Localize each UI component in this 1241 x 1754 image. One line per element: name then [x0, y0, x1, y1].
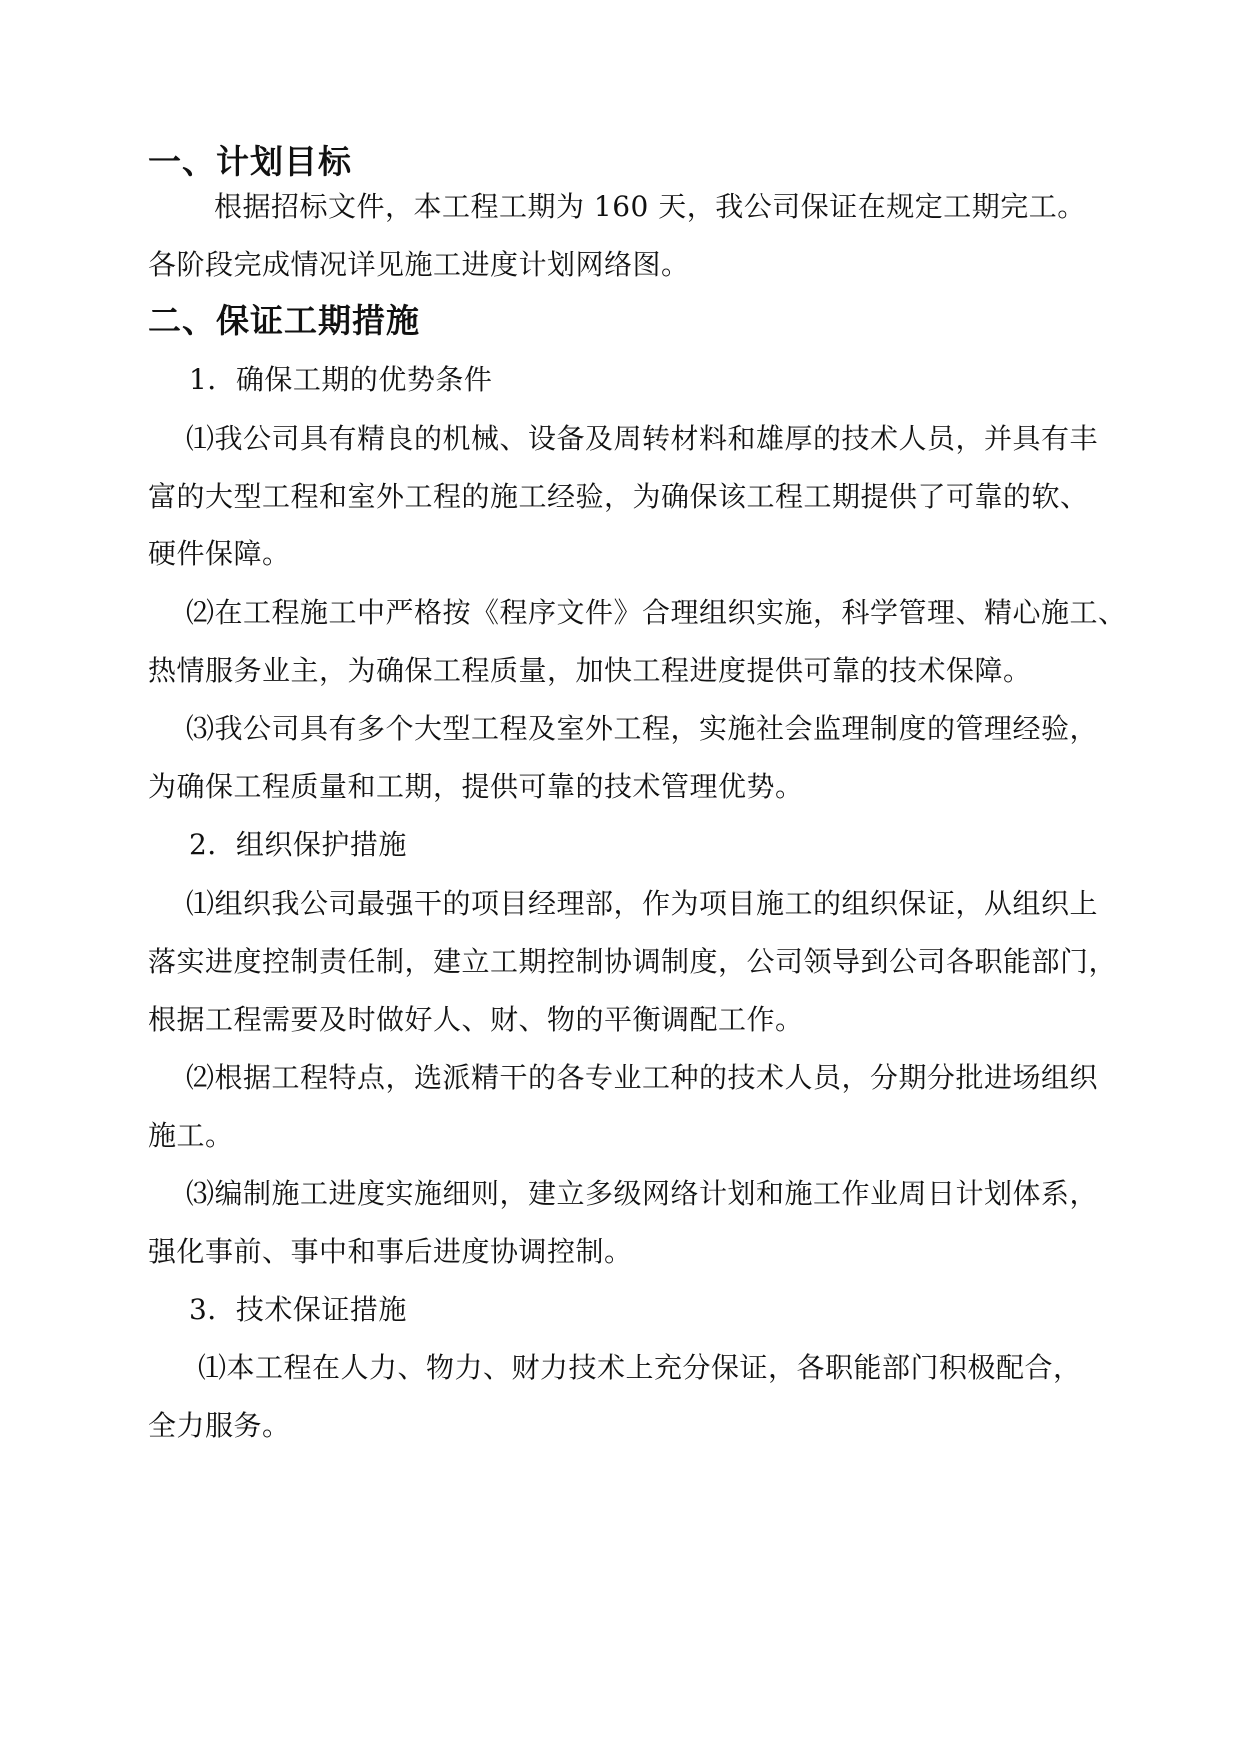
paragraph-line: ⑶我公司具有多个大型工程及室外工程，实施社会监理制度的管理经验，	[186, 712, 1099, 745]
subsection-title: 3．技术保证措施	[189, 1293, 407, 1326]
paragraph-line: ⑴本工程在人力、物力、财力技术上充分保证，各职能部门积极配合，	[198, 1351, 1082, 1384]
paragraph-line: ⑵根据工程特点，选派精干的各专业工种的技术人员，分期分批进场组织	[186, 1061, 1099, 1094]
paragraph-line: 硬件保障。	[148, 537, 291, 570]
subsection-title: 2．组织保护措施	[189, 828, 407, 861]
paragraph-line: 根据招标文件，本工程工期为 160 天，我公司保证在规定工期完工。	[214, 190, 1086, 223]
paragraph-line: ⑴组织我公司最强干的项目经理部，作为项目施工的组织保证，从组织上	[186, 887, 1099, 920]
paragraph-line: ⑴我公司具有精良的机械、设备及周转材料和雄厚的技术人员，并具有丰	[186, 422, 1099, 455]
paragraph-line: ⑵在工程施工中严格按《程序文件》合理组织实施，科学管理、精心施工、	[186, 596, 1127, 629]
paragraph-line: 强化事前、事中和事后进度协调控制。	[148, 1235, 633, 1268]
paragraph-line: ⑶编制施工进度实施细则，建立多级网络计划和施工作业周日计划体系，	[186, 1177, 1099, 1210]
paragraph-line: 落实进度控制责任制，建立工期控制协调制度，公司领导到公司各职能部门，	[148, 945, 1118, 978]
paragraph-line: 各阶段完成情况详见施工进度计划网络图。	[148, 248, 690, 281]
subsection-title: 1．确保工期的优势条件	[189, 363, 493, 396]
section-heading-plan-goal: 一、计划目标	[148, 142, 352, 181]
paragraph-line: 富的大型工程和室外工程的施工经验，为确保该工程工期提供了可靠的软、	[148, 480, 1089, 513]
paragraph-line: 根据工程需要及时做好人、财、物的平衡调配工作。	[148, 1003, 804, 1036]
paragraph-line: 全力服务。	[148, 1409, 291, 1442]
section-heading-schedule-measures: 二、保证工期措施	[148, 301, 420, 340]
paragraph-line: 为确保工程质量和工期，提供可靠的技术管理优势。	[148, 770, 804, 803]
paragraph-line: 施工。	[148, 1119, 234, 1152]
paragraph-line: 热情服务业主，为确保工程质量，加快工程进度提供可靠的技术保障。	[148, 654, 1032, 687]
